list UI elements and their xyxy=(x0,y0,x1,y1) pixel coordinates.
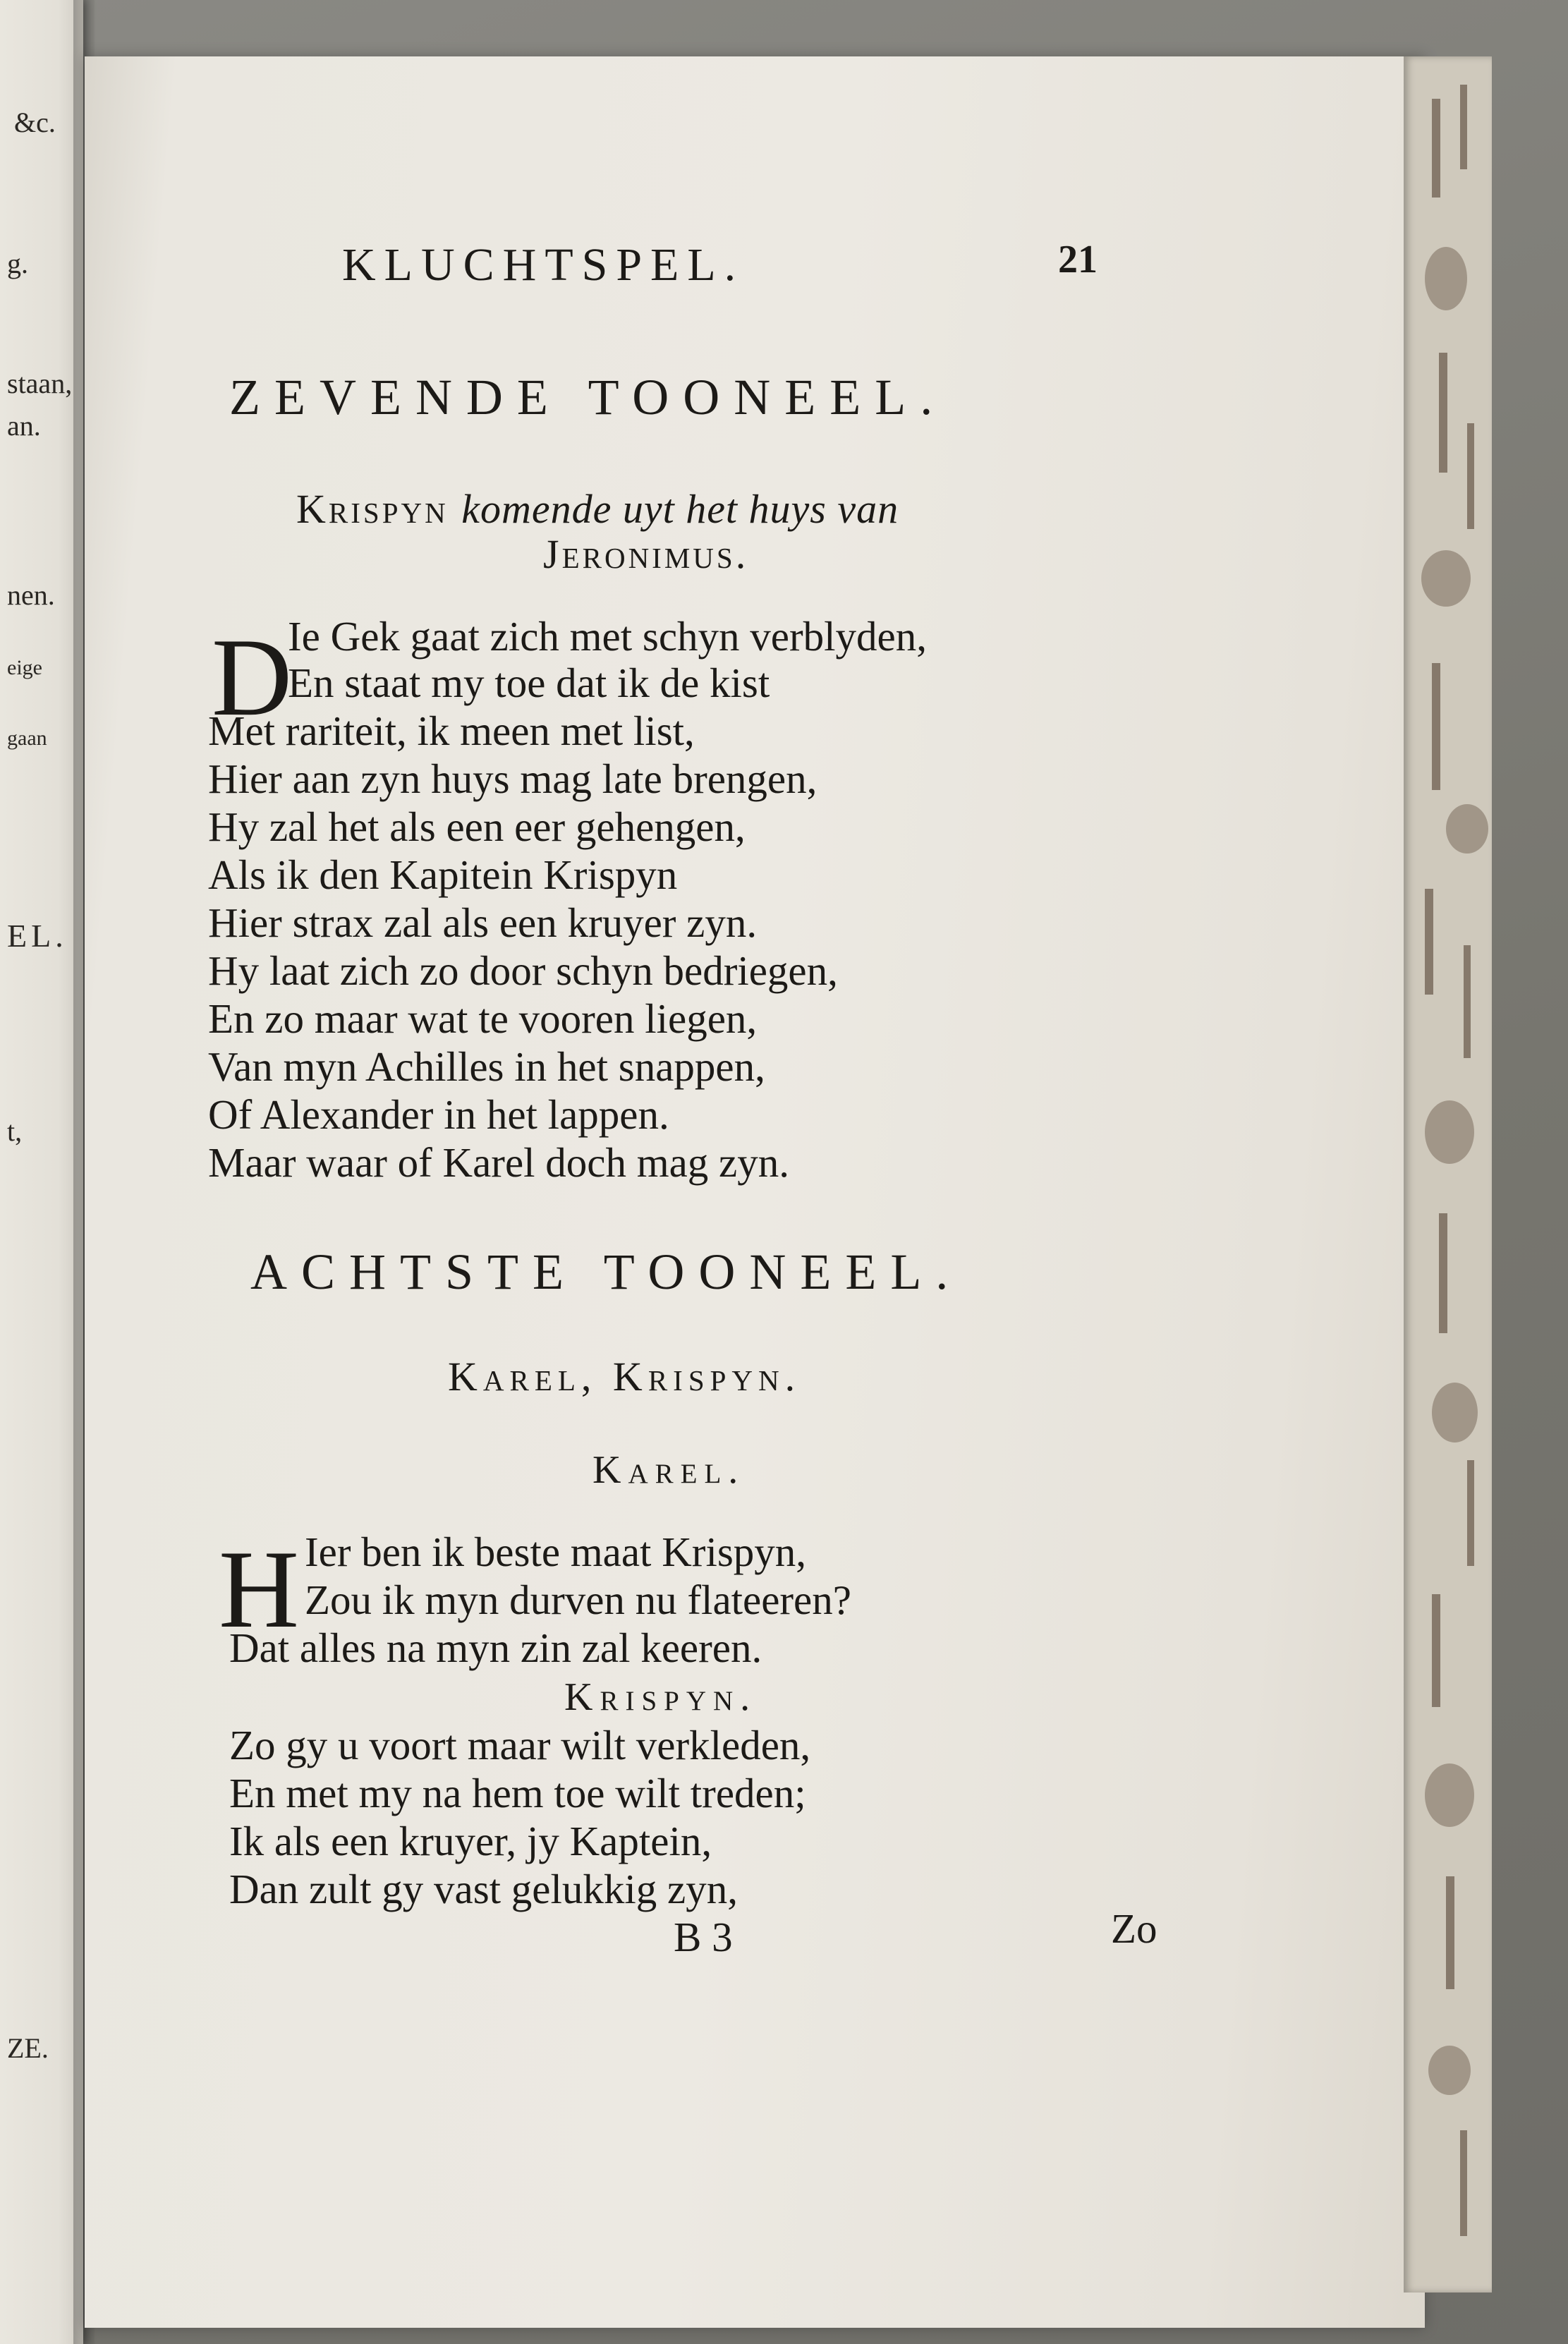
verse-line: Dan zult gy vast gelukkig zyn, xyxy=(229,1866,738,1912)
left-page-fragment: nen. xyxy=(7,579,55,611)
left-page-fragment: staan, xyxy=(7,368,73,399)
page-number: 21 xyxy=(1058,238,1098,281)
verse-line: En staat my toe dat ik de kist xyxy=(288,660,770,706)
verse-line: Hier strax zal als een kruyer zyn. xyxy=(208,899,758,946)
speaker-name: Krispyn xyxy=(296,486,449,532)
verse-line: Ie Gek gaat zich met schyn verblyden, xyxy=(288,613,927,660)
left-page-fragment: &c. xyxy=(14,107,56,138)
verse-line: En met my na hem toe wilt treden; xyxy=(229,1770,806,1816)
scene-title: ZEVENDE TOONEEL. xyxy=(229,369,947,425)
verse-line: Met rariteit, ik meen met list, xyxy=(208,708,695,754)
verse-line: Zou ik myn durven nu flateeren? xyxy=(305,1577,851,1623)
stage-direction-text: komende uyt het huys van xyxy=(461,486,899,532)
verse-line: Ier ben ik beste maat Krispyn, xyxy=(305,1529,807,1575)
catchword: Zo xyxy=(1111,1905,1157,1952)
left-page-fragment: g. xyxy=(7,248,28,279)
running-title: KLUCHTSPEL. xyxy=(342,239,745,291)
left-page-fragment: gaan xyxy=(7,727,47,750)
verse-line: En zo maar wat te vooren liegen, xyxy=(208,995,758,1042)
left-page-fragment: ZE. xyxy=(7,2032,49,2064)
verse-line: Hy laat zich zo door schyn bedriegen, xyxy=(208,947,838,994)
verse-line: Hy zal het als een eer gehengen, xyxy=(208,803,746,850)
scene-title: ACHTSTE TOONEEL. xyxy=(250,1244,963,1300)
verse-line: Ik als een kruyer, jy Kaptein, xyxy=(229,1818,712,1864)
speaker-name: Krispyn. xyxy=(564,1675,758,1719)
stage-direction xyxy=(296,485,899,533)
verse-line: Hier aan zyn huys mag late brengen, xyxy=(208,755,818,802)
verse-line: Dat alles na myn zin zal keeren. xyxy=(229,1625,762,1671)
speaker-name: Karel. xyxy=(592,1448,746,1492)
book-cover-edge xyxy=(1404,56,1492,2293)
character-list: Karel, Krispyn. xyxy=(448,1354,801,1399)
drop-cap: H xyxy=(219,1528,300,1651)
verse-line: Van myn Achilles in het snappen, xyxy=(208,1043,765,1090)
left-page-fragment: EL. xyxy=(7,918,68,954)
verse-line: Maar waar of Karel doch mag zyn. xyxy=(208,1139,789,1186)
stage-direction-target: Jeronimus. xyxy=(543,531,749,577)
left-page-fragment: an. xyxy=(7,410,41,442)
left-page-edge xyxy=(0,0,83,2344)
verse-line: Zo gy u voort maar wilt verkleden, xyxy=(229,1722,811,1768)
signature-mark: B 3 xyxy=(674,1914,733,1960)
verse-line: Als ik den Kapitein Krispyn xyxy=(208,851,678,898)
left-page-fragment: eige xyxy=(7,656,42,679)
drop-cap: D xyxy=(212,616,293,739)
left-page-fragment: t, xyxy=(7,1115,23,1147)
verse-line: Of Alexander in het lappen. xyxy=(208,1091,669,1138)
